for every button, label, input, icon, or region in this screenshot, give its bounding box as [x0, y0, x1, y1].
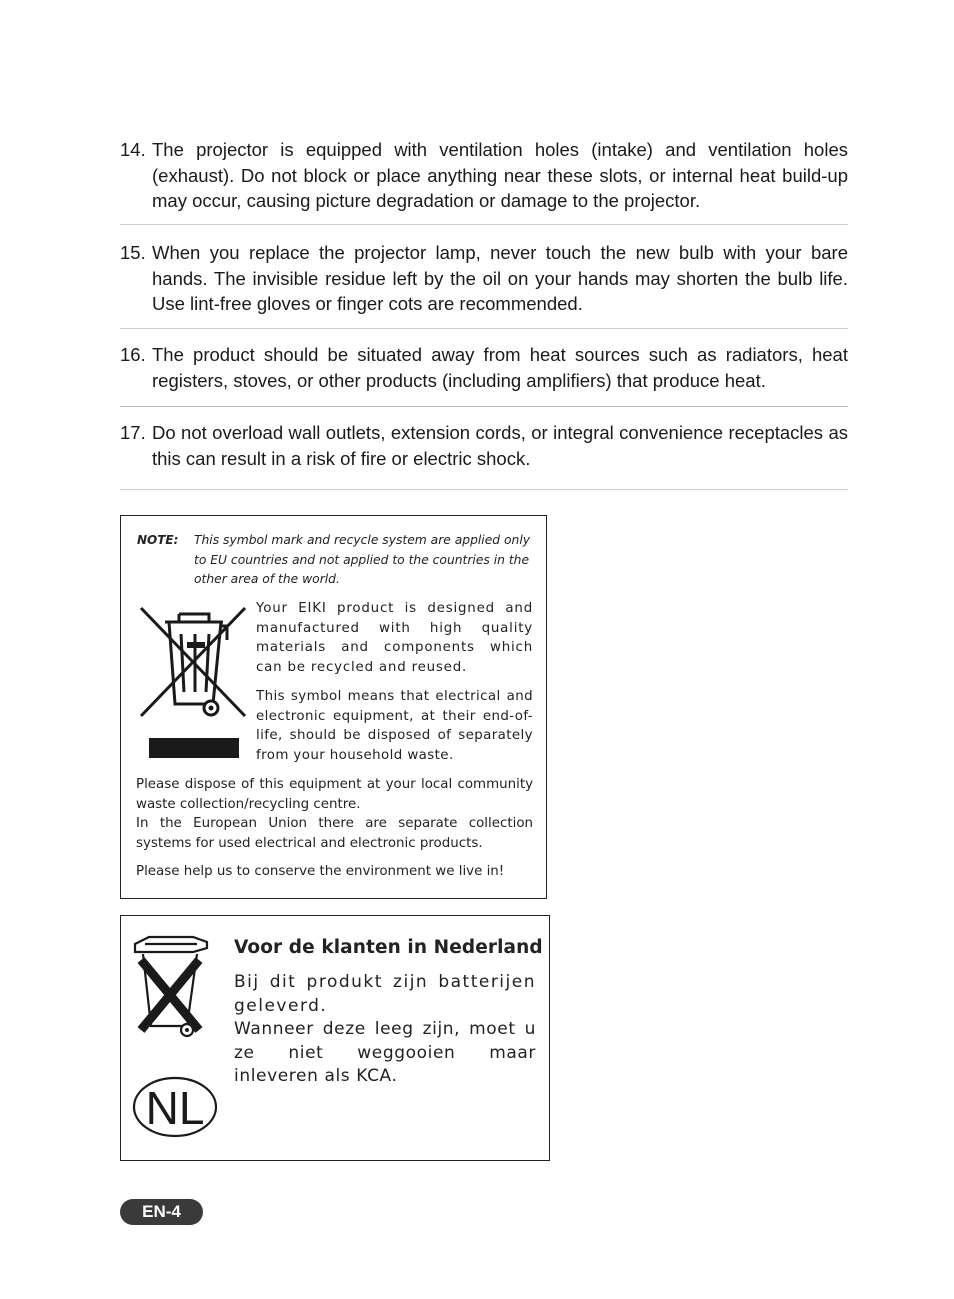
- instruction-number: 17.: [120, 422, 146, 443]
- eu-text: In the European Union there are separate collection systems for used electrical and electronic products.: [136, 816, 533, 851]
- recycle-notice-box: [120, 515, 547, 899]
- dispose-text: Please dispose of this equipment at your local community waste collection/recycling centre.: [136, 777, 533, 812]
- nl-mark-icon: [132, 1076, 218, 1142]
- divider: [120, 224, 848, 225]
- instruction-number: 16.: [120, 344, 146, 365]
- instruction-text: When you replace the projector lamp, never touch the new bulb with your bare hands. The invisible residue left by the oil on your hands may shorten the bulb life. Use lint-free gloves or finger cots are recommended.: [152, 242, 848, 314]
- nl-battery-notice-box: [120, 915, 550, 1161]
- nl-text-1: Bij dit produkt zijn batterijen geleverd.: [234, 972, 536, 1016]
- instruction-text: The product should be situated away from heat sources such as radiators, heat registers, stoves, or other products (including amplifiers) that produce heat.: [152, 344, 848, 391]
- crossed-out-bin-icon: [131, 934, 217, 1040]
- instruction-number: 15.: [120, 242, 146, 263]
- nl-mark-text: NL: [145, 1082, 205, 1134]
- instruction-15: [120, 240, 848, 317]
- note-text: This symbol mark and recycle system are applied only to EU countries and not applied to the countries in the other area of the world.: [194, 533, 531, 586]
- nl-oval: [132, 1076, 218, 1138]
- divider: [120, 328, 848, 329]
- page-number-badge: EN-4: [120, 1199, 203, 1225]
- symbol-paragraph: This symbol means that electrical and electronic equipment, at their end-of-life, should be disposed of separately from your household waste.: [256, 689, 533, 763]
- divider: [120, 406, 848, 407]
- instruction-14: [120, 137, 848, 214]
- help-paragraph: Please help us to conserve the environment we live in!: [136, 864, 505, 879]
- note-label: NOTE:: [137, 533, 179, 547]
- instruction-16: [120, 342, 848, 393]
- disposal-paragraph: [136, 775, 533, 853]
- nl-text-2: Wanneer deze leeg zijn, moet u ze niet weggooien maar inleveren als KCA.: [234, 1019, 536, 1086]
- instruction-number: 14.: [120, 139, 146, 160]
- instruction-text: Do not overload wall outlets, extension cords, or integral convenience receptacles as this can result in a risk of fire or electric shock.: [152, 422, 848, 469]
- crossed-out-wheelie-bin-icon: [139, 604, 249, 762]
- nl-title: Voor de klanten in Nederland: [234, 937, 543, 958]
- instruction-17: [120, 420, 848, 471]
- instruction-text: The projector is equipped with ventilation holes (intake) and ventilation holes (exhaust). Do not block or place anything near these slots, or internal heat build-up may occur, causing picture degradation or damage to the projector.: [152, 139, 848, 211]
- product-paragraph: Your EIKI product is designed and manufactured with high quality materials and components which can be recycled and reused.: [256, 601, 533, 675]
- divider: [120, 489, 848, 490]
